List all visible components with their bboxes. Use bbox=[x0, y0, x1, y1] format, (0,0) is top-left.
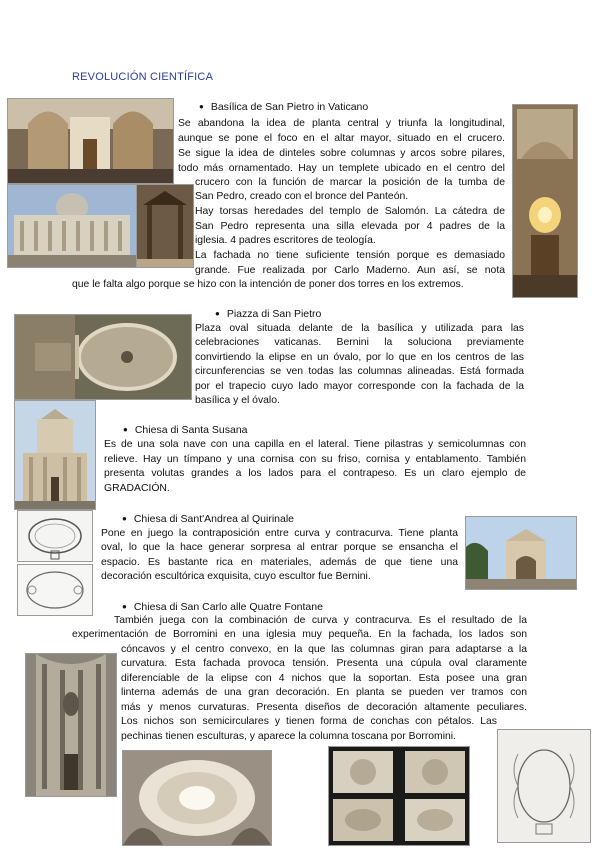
text-line: todo más ornamentado. Hay un templete ubicado en el centro del bbox=[178, 163, 505, 174]
text-line: decoración escultórica exquisita, cuyo escultor fue Bernini. bbox=[101, 571, 371, 582]
text-line: relieve. Hay un tímpano y una cornisa con su friso, cornisa y entablamento. También bbox=[104, 454, 526, 465]
text-line: experimentación de Borromini en una iglesia muy pequeña. En la fachada, los lados son bbox=[72, 629, 527, 640]
photo-sant-andrea-facade bbox=[465, 516, 577, 590]
photo-basilica-interior bbox=[7, 98, 174, 184]
text-line: San Pedro, creado con el bronce del Panteón. bbox=[195, 191, 409, 202]
text-line: Pone en juego la contraposición entre curva y contracurva. Tiene planta bbox=[101, 528, 458, 539]
photo-sant-andrea-plan-1 bbox=[17, 510, 93, 562]
text-line: Es de una sola nave con una capilla en el lateral. Tiene pilastras y semicolumnas con bbox=[104, 439, 526, 450]
text-line: GRADACIÓN. bbox=[104, 483, 170, 494]
text-line: oval, lo que la hace generar sorpresa al entrar porque se ensancha el bbox=[101, 542, 458, 553]
text-line: curvatura. Esta fachada provoca tensión. Presenta una cúpula oval claramente bbox=[121, 658, 527, 669]
text-line: crucero con la función de marcar la posición de la tumba de bbox=[195, 177, 505, 188]
section-heading-san-carlo: ● Chiesa di San Carlo alle Quatre Fontane bbox=[122, 601, 323, 613]
text-line: celebraciones vaticanas. Bernini la soluciona previamente bbox=[195, 337, 524, 348]
photo-catedra-san-pedro bbox=[512, 104, 578, 298]
text-line: pechinas tienen esculturas, y aparece la columna toscana por Borromini. bbox=[121, 731, 456, 742]
photo-san-carlo-dome bbox=[122, 750, 272, 846]
photo-san-carlo-plan-drawing bbox=[497, 729, 591, 843]
text-line: grande. Fue realizada por Carlo Maderno. Aun así, se nota bbox=[195, 265, 505, 276]
bullet-icon: ● bbox=[122, 602, 127, 611]
text-line: que le falta algo porque se hizo con la intención de poner dos torres en los extremos. bbox=[72, 279, 464, 290]
photo-basilica-facade bbox=[7, 184, 137, 268]
text-line: basílica y el óvalo. bbox=[195, 395, 280, 406]
text-line: más y menos curvaturas. Presenta diseños de decoración altamente peculiares. bbox=[121, 702, 527, 713]
text-line: Los nichos son semicirculares y tienen forma de conchas con pétalos. Las bbox=[121, 716, 497, 727]
bullet-icon: ● bbox=[122, 514, 127, 523]
bullet-icon: ● bbox=[199, 102, 204, 111]
section-heading-sant-andrea: ● Chiesa di Sant'Andrea al Quirinale bbox=[122, 513, 295, 525]
bullet-icon: ● bbox=[215, 309, 220, 318]
text-line: convirtiendo la elipse en un óvalo, por lo que en los centros de las bbox=[195, 352, 524, 363]
text-line: Hay torsas heredades del templo de Salomón. La cátedra de bbox=[195, 206, 505, 217]
text-line: San Pedro representa una silla elevada por 4 padres de la bbox=[195, 221, 505, 232]
photo-san-carlo-niches bbox=[328, 746, 470, 846]
text-line: También juega con la combinación de curva y contracurva. Es el resultado de la bbox=[114, 615, 527, 626]
text-line: linterna además de una gran decoración. En planta se pueden ver tramos con bbox=[121, 687, 527, 698]
photo-sant-andrea-plan-2 bbox=[17, 564, 93, 616]
text-line: presenta volutas grandes a los lados para el contrapeso. Es un claro ejemplo de bbox=[104, 468, 526, 479]
section-heading-piazza: ● Piazza di San Pietro bbox=[215, 308, 322, 320]
section-heading-basilica: ● Basílica de San Pietro in Vaticano bbox=[199, 101, 369, 113]
text-line: aunque se pone el foco en el altar mayor, situado en el crucero. bbox=[178, 133, 505, 144]
text-line: Se sigue la idea de dinteles sobre columnas y arcos sobre pilares, bbox=[178, 148, 505, 159]
text-line: iglesia. 4 padres escritores de teología. bbox=[195, 235, 376, 246]
photo-baldacchino bbox=[136, 184, 194, 268]
photo-san-carlo-facade bbox=[25, 653, 117, 797]
text-line: Se abandona la idea de planta central y triunfa la longitudinal, bbox=[178, 118, 505, 129]
text-line: espacio. Es bastante rica en materiales, además de que tiene una bbox=[101, 557, 458, 568]
text-line: Plaza oval situada delante de la basílica y utilizada para las bbox=[195, 323, 524, 334]
photo-santa-susana-facade bbox=[14, 400, 96, 510]
text-line: cóncavos y el centro convexo, en la que las columnas giran para adaptarse a la bbox=[121, 644, 527, 655]
text-line: La fachada no tiene suficiente tensión porque es demasiado bbox=[195, 250, 505, 261]
text-line: circunferencias se ven todas las columnas alineadas. Está formada bbox=[195, 366, 524, 377]
photo-piazza-aerial bbox=[14, 314, 192, 400]
text-line: diferenciable de la elipse con 4 nichos que la soportan. Esta posee una gran bbox=[121, 673, 527, 684]
page-title: REVOLUCIÓN CIENTÍFICA bbox=[72, 71, 214, 83]
bullet-icon: ● bbox=[123, 425, 128, 434]
text-line: por el trapecio cuyo lado mayor corresponde con la fachada de la bbox=[195, 381, 524, 392]
section-heading-santa-susana: ● Chiesa di Santa Susana bbox=[123, 424, 248, 436]
